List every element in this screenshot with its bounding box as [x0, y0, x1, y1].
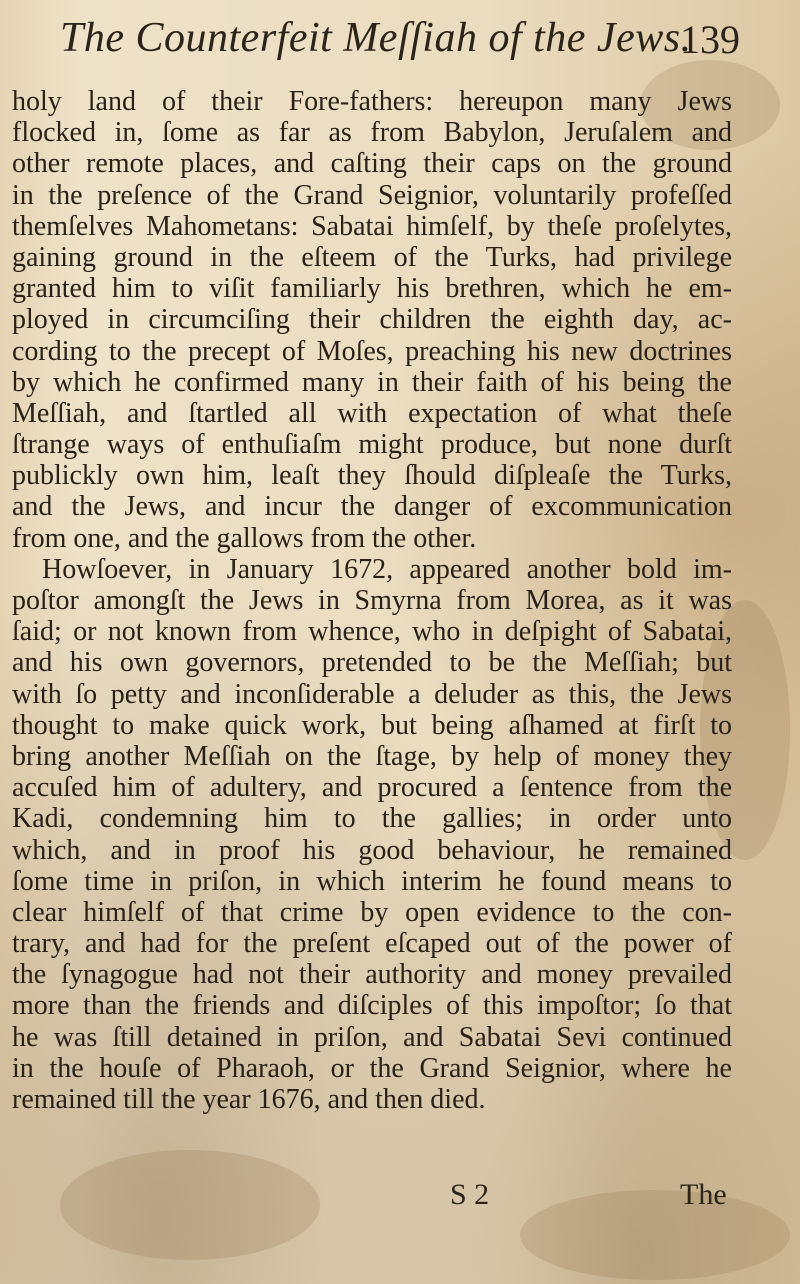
page-header [0, 8, 800, 68]
text-line: more than the friends and diſciples of this impoſtor; ſo that [12, 990, 732, 1022]
text-line: Meſſiah, and ſtartled all with expectation of what theſe [12, 397, 732, 429]
text-line: by which he confirmed many in their faith of his being the [12, 366, 732, 398]
text-line: Howſoever, in January 1672, appeared another bold im- [42, 553, 732, 585]
text-line: poſtor amongſt the Jews in Smyrna from Morea, as it was [12, 585, 732, 616]
text-line: ſtrange ways of enthuſiaſm might produce, but none durſt [12, 429, 732, 461]
text-line: ployed in circumciſing their children the eighth day, ac- [12, 304, 732, 336]
text-line: remained till the year 1676, and then died. [12, 1084, 486, 1115]
body-text [12, 86, 732, 1115]
text-line: Kadi, condemning him to the gallies; in order unto [12, 803, 732, 835]
text-line: flocked in, ſome as far as from Babylon, Jeruſalem and [12, 117, 732, 149]
text-line: cording to the precept of Moſes, preaching his new doctrines [12, 335, 732, 367]
text-line: in the houſe of Pharaoh, or the Grand Seignior, where he [12, 1052, 732, 1084]
text-line: which, and in proof his good behaviour, he remained [12, 834, 732, 866]
text-line: bring another Meſſiah on the ſtage, by help of money they [12, 740, 732, 772]
text-line: gaining ground in the eſteem of the Turks, had privilege [12, 241, 732, 273]
text-line: thought to make quick work, but being aſhamed at firſt to [12, 709, 732, 741]
text-line: other remote places, and caſting their caps on the ground [12, 148, 732, 180]
page-footer [0, 1178, 800, 1218]
text-line: accuſed him of adultery, and procured a ſentence from the [12, 772, 732, 804]
text-line: clear himſelf of that crime by open evidence to the con- [12, 896, 732, 928]
text-line: and his own governors, pretended to be the Meſſiah; but [12, 647, 732, 679]
running-title: The Counterfeit Meſſiah of the Jews. [60, 15, 692, 61]
text-line: the ſynagogue had not their authority and money prevailed [12, 959, 732, 991]
text-line: trary, and had for the preſent eſcaped out of the power of [12, 928, 732, 960]
text-line: publickly own him, leaſt they ſhould diſpleaſe the Turks, [12, 460, 732, 492]
catchword: The [680, 1178, 727, 1211]
text-line: from one, and the gallows from the other. [12, 522, 477, 554]
text-line: he was ſtill detained in priſon, and Sabatai Sevi continued [12, 1021, 732, 1053]
text-line: with ſo petty and inconſiderable a deluder as this, the Jews [12, 678, 732, 710]
text-line: ſome time in priſon, in which interim he found means to [12, 865, 732, 897]
text-line: holy land of their Fore-fathers: hereupon many Jews [12, 86, 732, 117]
text-line: themſelves Mahometans: Sabatai himſelf, by theſe proſelytes, [12, 210, 732, 242]
text-line: granted him to viſit familiarly his brethren, which he em- [12, 273, 732, 305]
page-number: 139 [680, 17, 740, 62]
signature-mark: S 2 [450, 1178, 490, 1211]
text-line: ſaid; or not known from whence, who in deſpight of Sabatai, [12, 616, 732, 648]
text-line: and the Jews, and incur the danger of excommunication [12, 491, 732, 523]
text-line: in the preſence of the Grand Seignior, voluntarily profeſſed [12, 179, 732, 211]
